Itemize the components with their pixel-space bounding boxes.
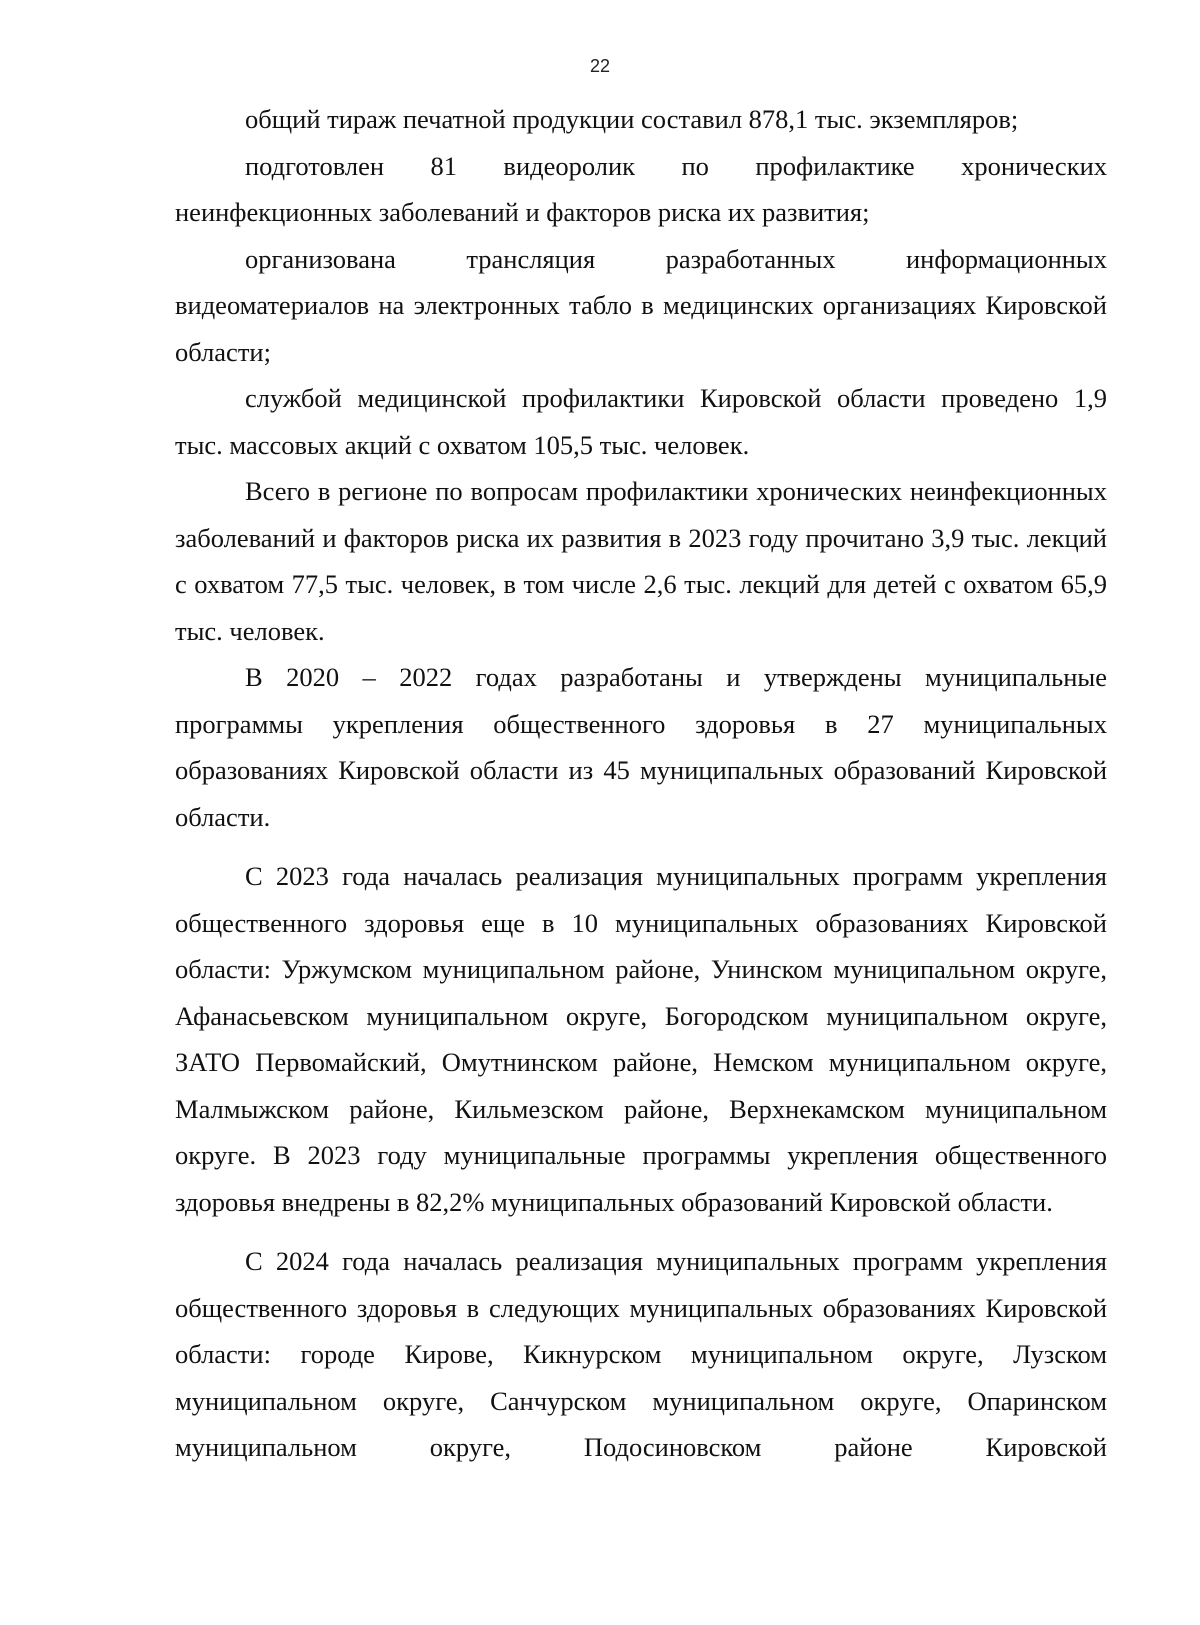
page-number: 22 <box>589 56 611 76</box>
paragraph-lectures: Всего в регионе по вопросам профилактики хронических неинфекционных заболеваний и факторов риска их развития в 2023 году прочитано 3,9 тыс. лекций с охватом 77,5 тыс. человек, в том числе 2,6 тыс. лекций для детей с охватом 65,9 тыс. человек. <box>175 476 1107 646</box>
document-body <box>175 96 1107 1471</box>
paragraph-mass-events: службой медицинской профилактики Кировской области проведено 1,9 тыс. массовых акций с охватом 105,5 тыс. человек. <box>175 383 1107 460</box>
paragraph-programs-2023: С 2023 года началась реализация муниципальных программ укрепления общественного здоровья еще в 10 муниципальных образованиях Кировской области: Уржумском муниципальном районе, Унинском муниципальном округе, Афанасьевском муниципальном округе, Богородском муниципальном округе, ЗАТО Первомайский, Омутнинском районе, Немском муниципальном округе, Малмыжском районе, Кильмезском районе, Верхнекамском муниципальном округе. В 2023 году муниципальные программы укрепления общественного здоровья внедрены в 82,2% муниципальных образований Кировской области. <box>175 861 1107 1217</box>
paragraph-video-clips: подготовлен 81 видеоролик по профилактике хронических неинфекционных заболеваний и факторов риска их развития; <box>175 150 1107 227</box>
paragraph-video-broadcast: организована трансляция разработанных информационных видеоматериалов на электронных табло в медицинских организациях Кировской области; <box>175 243 1107 367</box>
paragraph-programs-2024: С 2024 года началась реализация муниципальных программ укрепления общественного здоровья в следующих муниципальных образованиях Кировской области: городе Кирове, Кикнурском муниципальном округе, Лузском муниципальном округе, Санчурском муниципальном округе, Опаринском муниципальном округе, Подосиновском районе Кировской <box>175 1246 1107 1462</box>
paragraph-print-circulation: общий тираж печатной продукции составил 878,1 тыс. экземпляров; <box>245 104 1019 134</box>
paragraph-programs-2020-2022: В 2020 – 2022 годах разработаны и утверждены муниципальные программы укрепления общественного здоровья в 27 муниципальных образованиях Кировской области из 45 муниципальных образований Кировской области. <box>175 662 1107 832</box>
